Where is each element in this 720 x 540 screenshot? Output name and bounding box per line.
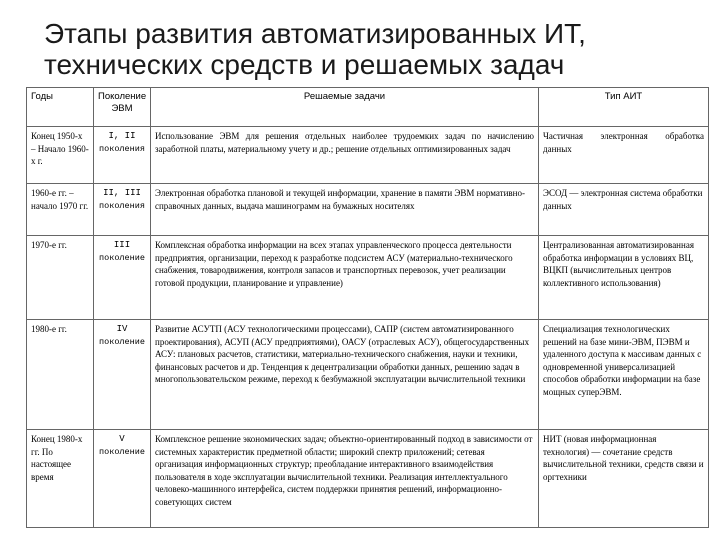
cell-years: 1960-е гг. – начало 1970 гг. bbox=[27, 184, 94, 236]
table-row bbox=[27, 320, 709, 430]
generation-label: поколения bbox=[99, 200, 145, 211]
cell-years: Конец 1950-х – Начало 1960-х г. bbox=[27, 127, 94, 184]
cell-tasks: Комплексное решение экономических задач; объектно-ориентированный подход в зависимости от системных характеристик предметной области; широкий спектр приложений; сетевая организация информационных структур; преобладание интерактивного взаимодействия пользователя в ходе эксплуатации вычислительной техники. Реализация интеллектуального человеко-машинного интерфейса, систем поддержки принятия решений, информационно-советующих систем bbox=[151, 430, 539, 528]
generation-label: поколение bbox=[99, 252, 145, 263]
cell-years: 1980-е гг. bbox=[27, 320, 94, 430]
generation-number: II, III bbox=[103, 188, 141, 198]
generation-label: поколение bbox=[99, 336, 145, 347]
table-row bbox=[27, 430, 709, 528]
cell-years: 1970-е гг. bbox=[27, 236, 94, 320]
cell-tasks: Развитие АСУТП (АСУ технологическими процессами), САПР (систем автоматизированного проектирования), АСУП (АСУ предприятиями), ОАСУ (отраслевых АСУ), общегосударственных АСУ: плановых расчетов, статистики, материально-технического снабжения, науки и техники, финансовых расчетов и др. Тенденция к децентрализации обработки данных, решению задач в многопользовательском режиме, переход к безбумажной эксплуатации вычислительной техники bbox=[151, 320, 539, 430]
generation-number: IV bbox=[116, 324, 128, 334]
title-line-2: технических средств и решаемых задач bbox=[44, 49, 565, 80]
table-row bbox=[27, 236, 709, 320]
cell-ait-type: Специализация технологических решений на базе мини-ЭВМ, ПЭВМ и удаленного доступа к массивам данных с одновременной универсализацией способов обработки информации на базе мощных суперЭВМ. bbox=[539, 320, 709, 430]
table-row bbox=[27, 184, 709, 236]
cell-tasks: Использование ЭВМ для решения отдельных наиболее трудоемких задач по начислению заработной платы, материальному учету и др.; решение отдельных оптимизированных задач bbox=[151, 127, 539, 184]
cell-ait-type: ЭСОД — электронная система обработки данных bbox=[539, 184, 709, 236]
page-title bbox=[44, 18, 704, 80]
cell-generation bbox=[94, 430, 151, 528]
generation-label: поколения bbox=[99, 143, 145, 154]
cell-generation bbox=[94, 184, 151, 236]
cell-years: Конец 1980-х гг. По настоящее время bbox=[27, 430, 94, 528]
header-tasks: Решаемые задачи bbox=[151, 88, 539, 127]
cell-ait-type: НИТ (новая информационная технология) — сочетание средств вычислительной техники, средств связи и оргтехники bbox=[539, 430, 709, 528]
generation-label: поколение bbox=[99, 446, 145, 457]
header-years: Годы bbox=[27, 88, 94, 127]
generation-number: III bbox=[113, 240, 131, 250]
cell-ait-type: Централизованная автоматизированная обработка информации в условиях ВЦ, ВЦКП (вычислительных центров коллективного использования) bbox=[539, 236, 709, 320]
cell-generation bbox=[94, 236, 151, 320]
cell-ait-type: Частичная электронная обработка данных bbox=[539, 127, 709, 184]
cell-tasks: Электронная обработка плановой и текущей информации, хранение в памяти ЭВМ нормативно-справочных данных, выдача машинограмм на бумажных носителях bbox=[151, 184, 539, 236]
generation-number: V bbox=[119, 434, 125, 444]
cell-generation bbox=[94, 127, 151, 184]
stages-table bbox=[26, 87, 709, 528]
cell-generation bbox=[94, 320, 151, 430]
header-row bbox=[27, 88, 709, 127]
header-generation: Поколение ЭВМ bbox=[94, 88, 151, 127]
generation-number: I, II bbox=[108, 131, 136, 141]
title-line-1: Этапы развития автоматизированных ИТ, bbox=[44, 18, 586, 49]
cell-tasks: Комплексная обработка информации на всех этапах управленческого процесса деятельности предприятия, организации, переход к разработке подсистем АСУ (материально-технического снабжения, товародвижения, контроля запасов и транспортных перевозок, учет реализации готовой продукции, планирование и управление) bbox=[151, 236, 539, 320]
table-row bbox=[27, 127, 709, 184]
header-ait-type: Тип АИТ bbox=[539, 88, 709, 127]
